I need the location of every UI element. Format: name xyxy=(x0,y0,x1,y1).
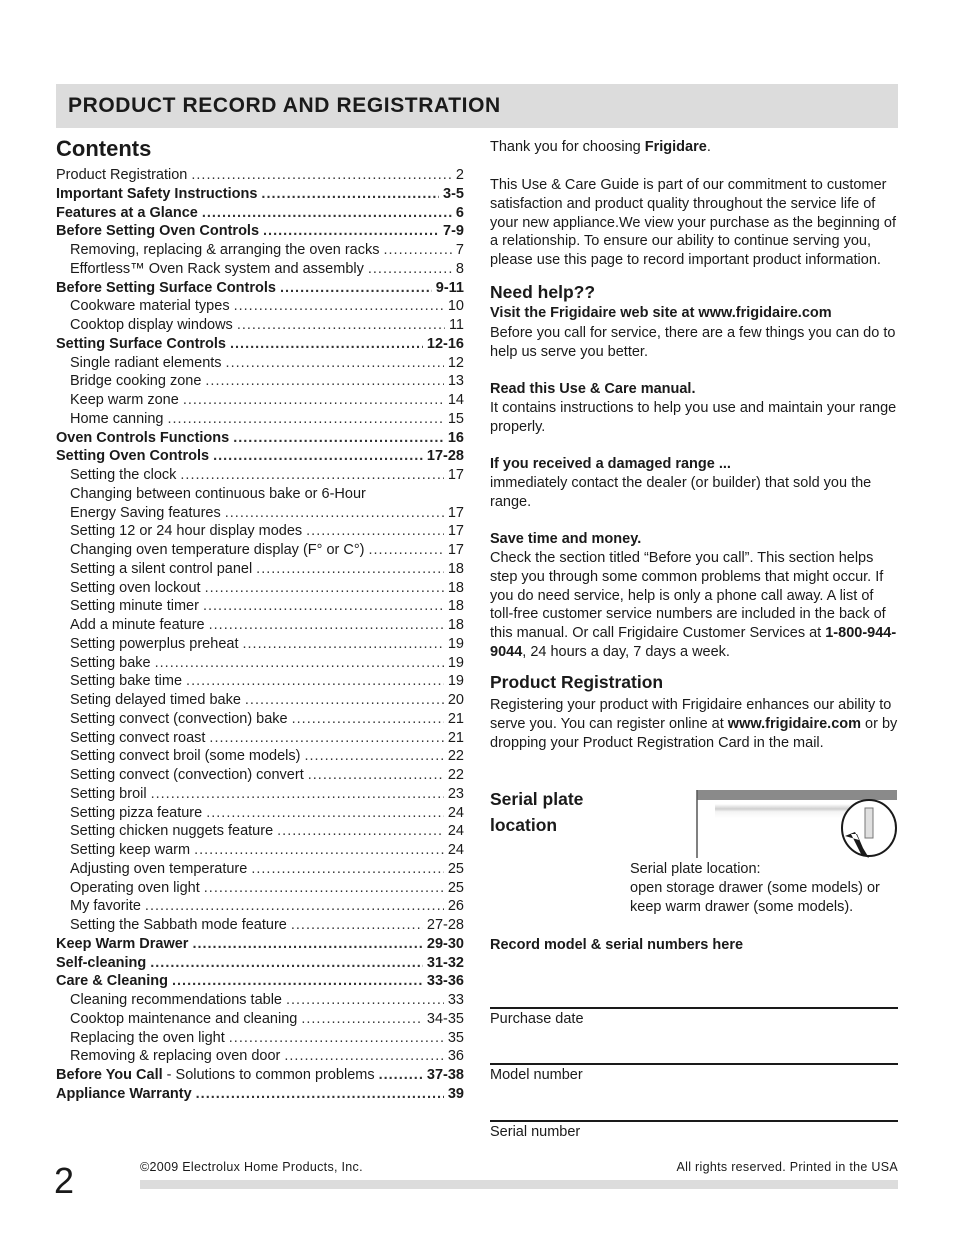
toc-entry-title-text: Setting bake time xyxy=(70,673,183,690)
toc-entry-page: 24 xyxy=(447,823,464,840)
toc-leader-dots xyxy=(226,354,444,373)
toc-entry-page: 12 xyxy=(447,354,464,371)
toc-entry-title-text: Setting bake xyxy=(70,654,151,671)
purchase-date-line xyxy=(490,1007,898,1009)
toc-entry-title xyxy=(70,635,238,654)
toc-entry xyxy=(56,447,464,466)
toc-entry-title xyxy=(70,1029,225,1048)
toc-entry-title-text: Self-cleaning xyxy=(56,954,147,971)
page-title: PRODUCT RECORD AND REGISTRATION xyxy=(68,94,501,117)
toc-leader-dots xyxy=(306,522,444,541)
toc-leader-dots xyxy=(234,297,444,316)
toc-entry-page: 17 xyxy=(447,542,464,558)
toc-entry-title xyxy=(70,410,164,429)
toc-entry-page: 39 xyxy=(447,1085,464,1102)
read-manual-text: It contains instructions to help you use and maintain your range properly. xyxy=(490,400,897,435)
toc-leader-dots xyxy=(180,466,443,485)
drawer-top-edge xyxy=(697,790,897,800)
toc-entry xyxy=(56,597,464,616)
toc-entry-title xyxy=(70,354,222,373)
toc-entry-page: 11 xyxy=(448,317,464,333)
brand-name: Frigidare xyxy=(644,139,707,155)
registration-url: www.frigidaire.com xyxy=(727,715,862,732)
toc-entry xyxy=(56,897,464,916)
toc-leader-dots xyxy=(206,804,444,823)
toc-leader-dots xyxy=(261,185,439,204)
toc-leader-dots xyxy=(209,729,443,748)
registration-suffix: or by dropping your Product Registration Card in the mail. xyxy=(490,715,898,751)
toc-entry-page: 25 xyxy=(447,879,464,896)
contents-heading: Contents xyxy=(56,136,152,161)
toc-entry-page: 24 xyxy=(447,842,464,858)
serial-caption-body: open storage drawer (some models) or keep warm drawer (some models). xyxy=(630,879,880,915)
toc-entry-title-text: Home canning xyxy=(70,410,164,427)
toc-leader-dots xyxy=(233,429,444,448)
toc-entry-title xyxy=(70,785,147,804)
save-time-text xyxy=(490,549,900,662)
toc-entry-page: 21 xyxy=(447,729,464,746)
model-number-label: Model number xyxy=(490,1067,583,1083)
toc-entry-page: 33 xyxy=(447,992,464,1008)
toc-leader-dots xyxy=(204,879,444,898)
toc-leader-dots xyxy=(379,1066,423,1085)
toc-entry xyxy=(56,1029,464,1048)
toc-entry-title-text: Product Registration xyxy=(56,167,188,183)
toc-leader-dots xyxy=(368,541,443,560)
toc-leader-dots xyxy=(292,710,444,729)
toc-entry-title-text: Single radiant elements xyxy=(70,354,222,371)
toc-leader-dots xyxy=(196,1085,444,1104)
toc-entry-title xyxy=(70,860,247,879)
toc-entry-title-text: Operating oven light xyxy=(70,879,200,896)
toc-leader-dots xyxy=(230,335,423,354)
toc-entry-title xyxy=(70,260,364,279)
toc-entry-title xyxy=(70,710,288,729)
serial-caption-line1: Serial plate location: xyxy=(630,861,761,877)
toc-entry xyxy=(56,616,464,635)
toc-entry-title-text: Care & Cleaning xyxy=(56,973,168,990)
serial-plate-icon xyxy=(865,808,873,838)
toc-leader-dots xyxy=(155,654,444,673)
toc-entry-title xyxy=(70,372,201,391)
toc-entry-title-text: Removing & replacing oven door xyxy=(70,1048,281,1065)
product-registration-text xyxy=(490,696,900,752)
save-time-label: Save time and money. xyxy=(490,531,642,547)
toc-entry-title xyxy=(70,241,380,260)
toc-entry-title-text: Setting convect roast xyxy=(70,729,206,746)
toc-entry xyxy=(56,354,464,373)
toc-entry-title xyxy=(70,672,182,691)
toc-entry-title xyxy=(70,316,233,335)
toc-entry xyxy=(56,504,464,523)
toc-entry-title xyxy=(56,335,226,354)
toc-entry-page: 27-28 xyxy=(426,917,464,933)
toc-entry-title xyxy=(70,729,205,748)
toc-entry-title-text: Energy Saving features xyxy=(70,504,221,521)
toc-entry xyxy=(56,654,464,673)
toc-entry-title-text: Cleaning recommendations table xyxy=(70,992,282,1008)
read-manual-label: Read this Use & Care manual. xyxy=(490,381,696,397)
toc-entry-title xyxy=(56,935,188,954)
toc-entry-title-text: Appliance Warranty xyxy=(56,1085,192,1102)
toc-entry-title xyxy=(70,297,230,316)
toc-entry-title-text: Replacing the oven light xyxy=(70,1029,225,1046)
toc-entry-title xyxy=(56,185,257,204)
toc-entry xyxy=(56,260,464,279)
toc-entry xyxy=(56,879,464,898)
toc-entry-page: 23 xyxy=(447,785,464,802)
toc-entry-title xyxy=(70,560,252,579)
toc-entry xyxy=(56,410,464,429)
toc-entry-title-text: Setting the clock xyxy=(70,467,177,483)
thank-you-line xyxy=(490,138,900,157)
toc-entry-title xyxy=(70,485,366,504)
toc-entry-title xyxy=(56,279,276,298)
toc-entry-title xyxy=(56,429,229,448)
toc-entry xyxy=(56,241,464,260)
damaged-range-label: If you received a damaged range ... xyxy=(490,456,731,472)
toc-entry-title xyxy=(70,991,282,1010)
toc-entry xyxy=(56,391,464,410)
toc-entry-page: 18 xyxy=(447,617,464,633)
toc-entry-page: 25 xyxy=(447,860,464,877)
toc-entry-page: 33-36 xyxy=(426,973,464,990)
toc-entry-title-text: Before Setting Oven Controls xyxy=(56,223,260,240)
toc-entry-title-text: Adjusting oven temperature xyxy=(70,860,248,877)
toc-entry-title xyxy=(56,972,168,991)
toc-entry xyxy=(56,785,464,804)
toc-entry-title-text: Setting convect broil (some models) xyxy=(70,748,301,765)
toc-entry-title xyxy=(56,222,259,241)
toc-leader-dots xyxy=(168,410,444,429)
copyright-text: ©2009 Electrolux Home Products, Inc. xyxy=(140,1160,363,1174)
toc-entry-page: 15 xyxy=(447,410,464,427)
toc-entry-page: 34-35 xyxy=(426,1010,464,1027)
toc-entry-page: 36 xyxy=(447,1048,464,1065)
serial-plate-heading: Serial plate location xyxy=(490,789,584,835)
intro-paragraph: This Use & Care Guide is part of our commitment to customer satisfaction and product quality throughout the service life of your new appliance.We view your purchase as the beginning of a relationship. To ensure our ability to continue serving you, please use this page to record important product information. xyxy=(490,177,896,268)
serial-number-label: Serial number xyxy=(490,1124,581,1140)
toc-entry-page: 18 xyxy=(447,560,464,577)
toc-leader-dots xyxy=(191,166,452,185)
toc-entry-page: 21 xyxy=(447,710,464,727)
visit-website-text: Before you call for service, there are a few things you can do to help us serve you better. xyxy=(490,325,896,360)
toc-entry xyxy=(56,541,464,560)
toc-entry-title-text: Cookware material types xyxy=(70,298,230,315)
toc-entry xyxy=(56,222,464,241)
toc-entry xyxy=(56,954,464,973)
rights-text: All rights reserved. Printed in the USA xyxy=(676,1160,898,1174)
toc-entry xyxy=(56,1066,464,1085)
page-number: 2 xyxy=(54,1160,75,1201)
registration-body: Registering your product with Frigidaire enhances our ability to serve you. You can register online at xyxy=(490,697,892,732)
toc-entry-title-text: Setting convect (convection) bake xyxy=(70,710,288,727)
toc-entry xyxy=(56,766,464,785)
toc-entry xyxy=(56,916,464,935)
toc-entry-title xyxy=(70,616,205,635)
record-numbers-label: Record model & serial numbers here xyxy=(490,937,744,953)
toc-leader-dots xyxy=(277,822,444,841)
toc-entry-title-text: Bridge cooking zone xyxy=(70,373,202,390)
toc-entry-title xyxy=(70,897,141,916)
toc-entry-title-text: Oven Controls Functions xyxy=(56,429,230,446)
toc-entry-page: 17 xyxy=(447,523,464,540)
toc-leader-dots xyxy=(229,1029,444,1048)
toc-entry xyxy=(56,560,464,579)
toc-leader-dots xyxy=(237,316,445,335)
toc-leader-dots xyxy=(172,972,423,991)
toc-entry xyxy=(56,335,464,354)
toc-entry-title xyxy=(70,804,202,823)
serial-plate-caption xyxy=(630,860,900,916)
toc-entry-title-text: Add a minute feature xyxy=(70,617,205,633)
toc-entry-page: 29-30 xyxy=(426,935,464,952)
toc-entry-title-text: Changing oven temperature display (F° or C°) xyxy=(70,542,365,558)
toc-entry xyxy=(56,972,464,991)
toc-leader-dots xyxy=(203,597,444,616)
toc-leader-dots xyxy=(192,935,422,954)
toc-entry-page: 20 xyxy=(447,692,464,708)
toc-entry-page: 9-11 xyxy=(435,279,464,296)
toc-entry-title-text: Setting keep warm xyxy=(70,842,191,858)
toc-leader-dots xyxy=(301,1010,423,1029)
toc-entry-title-text: Important Safety Instructions xyxy=(56,185,258,202)
toc-entry xyxy=(56,822,464,841)
toc-entry-title xyxy=(56,1066,375,1085)
serial-plate-illustration xyxy=(695,788,901,860)
visit-website-label: Visit the Frigidaire web site at www.frigidaire.com xyxy=(490,305,832,321)
toc-entry-page: 8 xyxy=(455,260,464,277)
toc-entry-title-text: Before You Call xyxy=(56,1067,163,1083)
toc-entry-title xyxy=(70,822,273,841)
toc-entry xyxy=(56,935,464,954)
toc-entry-title xyxy=(70,466,176,485)
toc-entry-page: 37-38 xyxy=(426,1067,464,1083)
toc-entry-title-text: Setting broil xyxy=(70,785,147,802)
toc-entry xyxy=(56,204,464,223)
toc-leader-dots xyxy=(251,860,444,879)
toc-entry-title-text: Setting convect (convection) convert xyxy=(70,767,304,783)
toc-entry-title-text: Setting the Sabbath mode feature xyxy=(70,917,287,933)
toc-entry xyxy=(56,466,464,485)
table-of-contents xyxy=(56,166,464,1104)
toc-entry xyxy=(56,485,464,504)
toc-entry-title xyxy=(70,691,241,710)
toc-leader-dots xyxy=(368,260,452,279)
toc-entry-title-text: Keep warm zone xyxy=(70,392,179,408)
toc-entry-title-text: Setting oven lockout xyxy=(70,579,201,596)
toc-leader-dots xyxy=(205,579,444,598)
toc-entry xyxy=(56,372,464,391)
toc-entry-title xyxy=(70,391,179,410)
toc-entry-title-text: Removing, replacing & arranging the oven racks xyxy=(70,242,380,258)
toc-entry-subtitle: - Solutions to common problems xyxy=(162,1067,375,1083)
toc-entry-title-text: Setting Oven Controls xyxy=(56,448,210,465)
toc-leader-dots xyxy=(213,447,423,466)
toc-entry-page: 17 xyxy=(447,504,464,521)
toc-leader-dots xyxy=(284,1047,443,1066)
toc-entry-page: 2 xyxy=(455,167,464,183)
toc-entry-page: 18 xyxy=(447,598,464,615)
toc-entry-page: 3-5 xyxy=(443,185,464,202)
toc-entry-title xyxy=(56,447,209,466)
toc-entry-title xyxy=(70,522,302,541)
toc-entry xyxy=(56,1047,464,1066)
toc-entry-title-text: Features at a Glance xyxy=(56,204,198,221)
toc-entry-title-text: Cooktop maintenance and cleaning xyxy=(70,1010,298,1027)
toc-entry-title xyxy=(70,766,304,785)
toc-leader-dots xyxy=(280,279,432,298)
need-help-heading: Need help?? xyxy=(490,282,596,302)
thank-you-text: Thank you for choosing xyxy=(490,139,645,155)
toc-entry-page: 7-9 xyxy=(443,223,464,240)
toc-entry xyxy=(56,429,464,448)
toc-entry-title-text: Changing between continuous bake or 6-Hour xyxy=(70,485,366,502)
toc-entry-page: 19 xyxy=(447,635,464,652)
toc-entry-title-text: Effortless™ Oven Rack system and assembly xyxy=(70,260,364,277)
toc-entry-page: 22 xyxy=(447,767,464,783)
toc-entry-title-text: Setting 12 or 24 hour display modes xyxy=(70,523,303,540)
toc-entry-page: 12-16 xyxy=(426,335,464,352)
save-time-suffix: , 24 hours a day, 7 days a week. xyxy=(522,643,730,660)
toc-entry-title xyxy=(70,541,364,560)
toc-entry-page: 14 xyxy=(447,392,464,408)
toc-leader-dots xyxy=(209,616,444,635)
toc-entry-title xyxy=(70,1010,297,1029)
toc-entry-title-text: Before Setting Surface Controls xyxy=(56,279,276,296)
toc-entry-page: 26 xyxy=(447,898,464,915)
toc-entry-page: 7 xyxy=(455,242,464,258)
toc-entry-page: 16 xyxy=(447,429,464,446)
toc-entry xyxy=(56,991,464,1010)
toc-entry xyxy=(56,297,464,316)
toc-entry-page: 17-28 xyxy=(426,448,464,465)
toc-entry-title xyxy=(70,597,199,616)
section-banner xyxy=(56,84,898,128)
toc-leader-dots xyxy=(183,391,444,410)
toc-entry-title xyxy=(56,1085,192,1104)
toc-entry xyxy=(56,279,464,298)
toc-entry-page: 19 xyxy=(447,654,464,671)
toc-entry-title xyxy=(70,579,201,598)
toc-entry-title xyxy=(56,954,146,973)
toc-entry-page: 13 xyxy=(447,373,464,390)
toc-entry-title xyxy=(56,166,187,185)
toc-entry xyxy=(56,804,464,823)
toc-leader-dots xyxy=(205,372,443,391)
toc-entry xyxy=(56,166,464,185)
toc-leader-dots xyxy=(202,204,452,223)
toc-leader-dots xyxy=(225,504,444,523)
toc-leader-dots xyxy=(286,991,444,1010)
toc-entry-title-text: Setting powerplus preheat xyxy=(70,635,239,652)
toc-entry-title-text: Setting chicken nuggets feature xyxy=(70,823,274,840)
toc-leader-dots xyxy=(145,897,444,916)
toc-entry-page: 6 xyxy=(455,204,464,221)
toc-entry-page: 24 xyxy=(447,804,464,821)
toc-entry-title-text: Setting minute timer xyxy=(70,598,199,615)
phone-number: 1-800-944-9044 xyxy=(490,625,897,660)
toc-entry-title-text: Setting Surface Controls xyxy=(56,335,226,352)
toc-entry-title xyxy=(56,204,198,223)
toc-entry-title-text: My favorite xyxy=(70,898,141,915)
toc-leader-dots xyxy=(245,691,444,710)
toc-entry xyxy=(56,579,464,598)
toc-leader-dots xyxy=(308,766,444,785)
toc-leader-dots xyxy=(151,785,444,804)
product-registration-heading: Product Registration xyxy=(490,672,664,692)
toc-entry xyxy=(56,635,464,654)
toc-entry-page: 35 xyxy=(447,1029,464,1046)
toc-entry-title xyxy=(70,916,287,935)
toc-entry-page: 22 xyxy=(447,748,464,765)
toc-leader-dots xyxy=(242,635,443,654)
toc-entry-title-text: Seting delayed timed bake xyxy=(70,692,241,708)
toc-entry xyxy=(56,1010,464,1029)
model-number-line xyxy=(490,1063,898,1065)
footer-bar xyxy=(140,1180,898,1189)
toc-entry-page: 10 xyxy=(447,298,464,315)
toc-entry-title xyxy=(70,747,301,766)
toc-leader-dots xyxy=(263,222,439,241)
purchase-date-label: Purchase date xyxy=(490,1011,584,1027)
toc-leader-dots xyxy=(150,954,423,973)
toc-entry xyxy=(56,522,464,541)
toc-entry-title xyxy=(70,1047,280,1066)
toc-leader-dots xyxy=(384,241,452,260)
save-time-body: Check the section titled “Before you call”. This section helps step you through some common problems that might occur. If you do need service, help is only a phone call away. A list of toll-free customer service numbers are included in the back of this manual. Or call Frigidaire Customer Services at xyxy=(490,550,886,641)
toc-leader-dots xyxy=(305,747,444,766)
toc-entry xyxy=(56,691,464,710)
toc-entry-page: 31-32 xyxy=(426,954,464,971)
toc-entry xyxy=(56,710,464,729)
toc-entry-title xyxy=(70,654,151,673)
toc-entry-title xyxy=(70,841,190,860)
toc-leader-dots xyxy=(256,560,444,579)
toc-entry-title-text: Setting pizza feature xyxy=(70,804,203,821)
toc-entry-title xyxy=(70,504,221,523)
toc-entry-title-text: Setting a silent control panel xyxy=(70,560,253,577)
toc-entry-title-text: Cooktop display windows xyxy=(70,317,233,333)
toc-entry xyxy=(56,747,464,766)
toc-entry-title xyxy=(70,879,200,898)
toc-entry xyxy=(56,841,464,860)
toc-entry xyxy=(56,672,464,691)
toc-leader-dots xyxy=(186,672,444,691)
damaged-range-text: immediately contact the dealer (or builder) that sold you the range. xyxy=(490,475,872,510)
toc-leader-dots xyxy=(194,841,444,860)
toc-entry-page: 19 xyxy=(447,673,464,690)
toc-entry-page: 18 xyxy=(447,579,464,596)
toc-entry-title-text: Keep Warm Drawer xyxy=(56,935,189,952)
serial-number-line xyxy=(490,1120,898,1122)
toc-entry xyxy=(56,1085,464,1104)
toc-entry xyxy=(56,729,464,748)
toc-leader-dots xyxy=(291,916,423,935)
thank-you-suffix: . xyxy=(706,139,711,155)
toc-entry xyxy=(56,185,464,204)
toc-entry xyxy=(56,860,464,879)
toc-entry xyxy=(56,316,464,335)
toc-entry-page: 17 xyxy=(447,467,464,483)
